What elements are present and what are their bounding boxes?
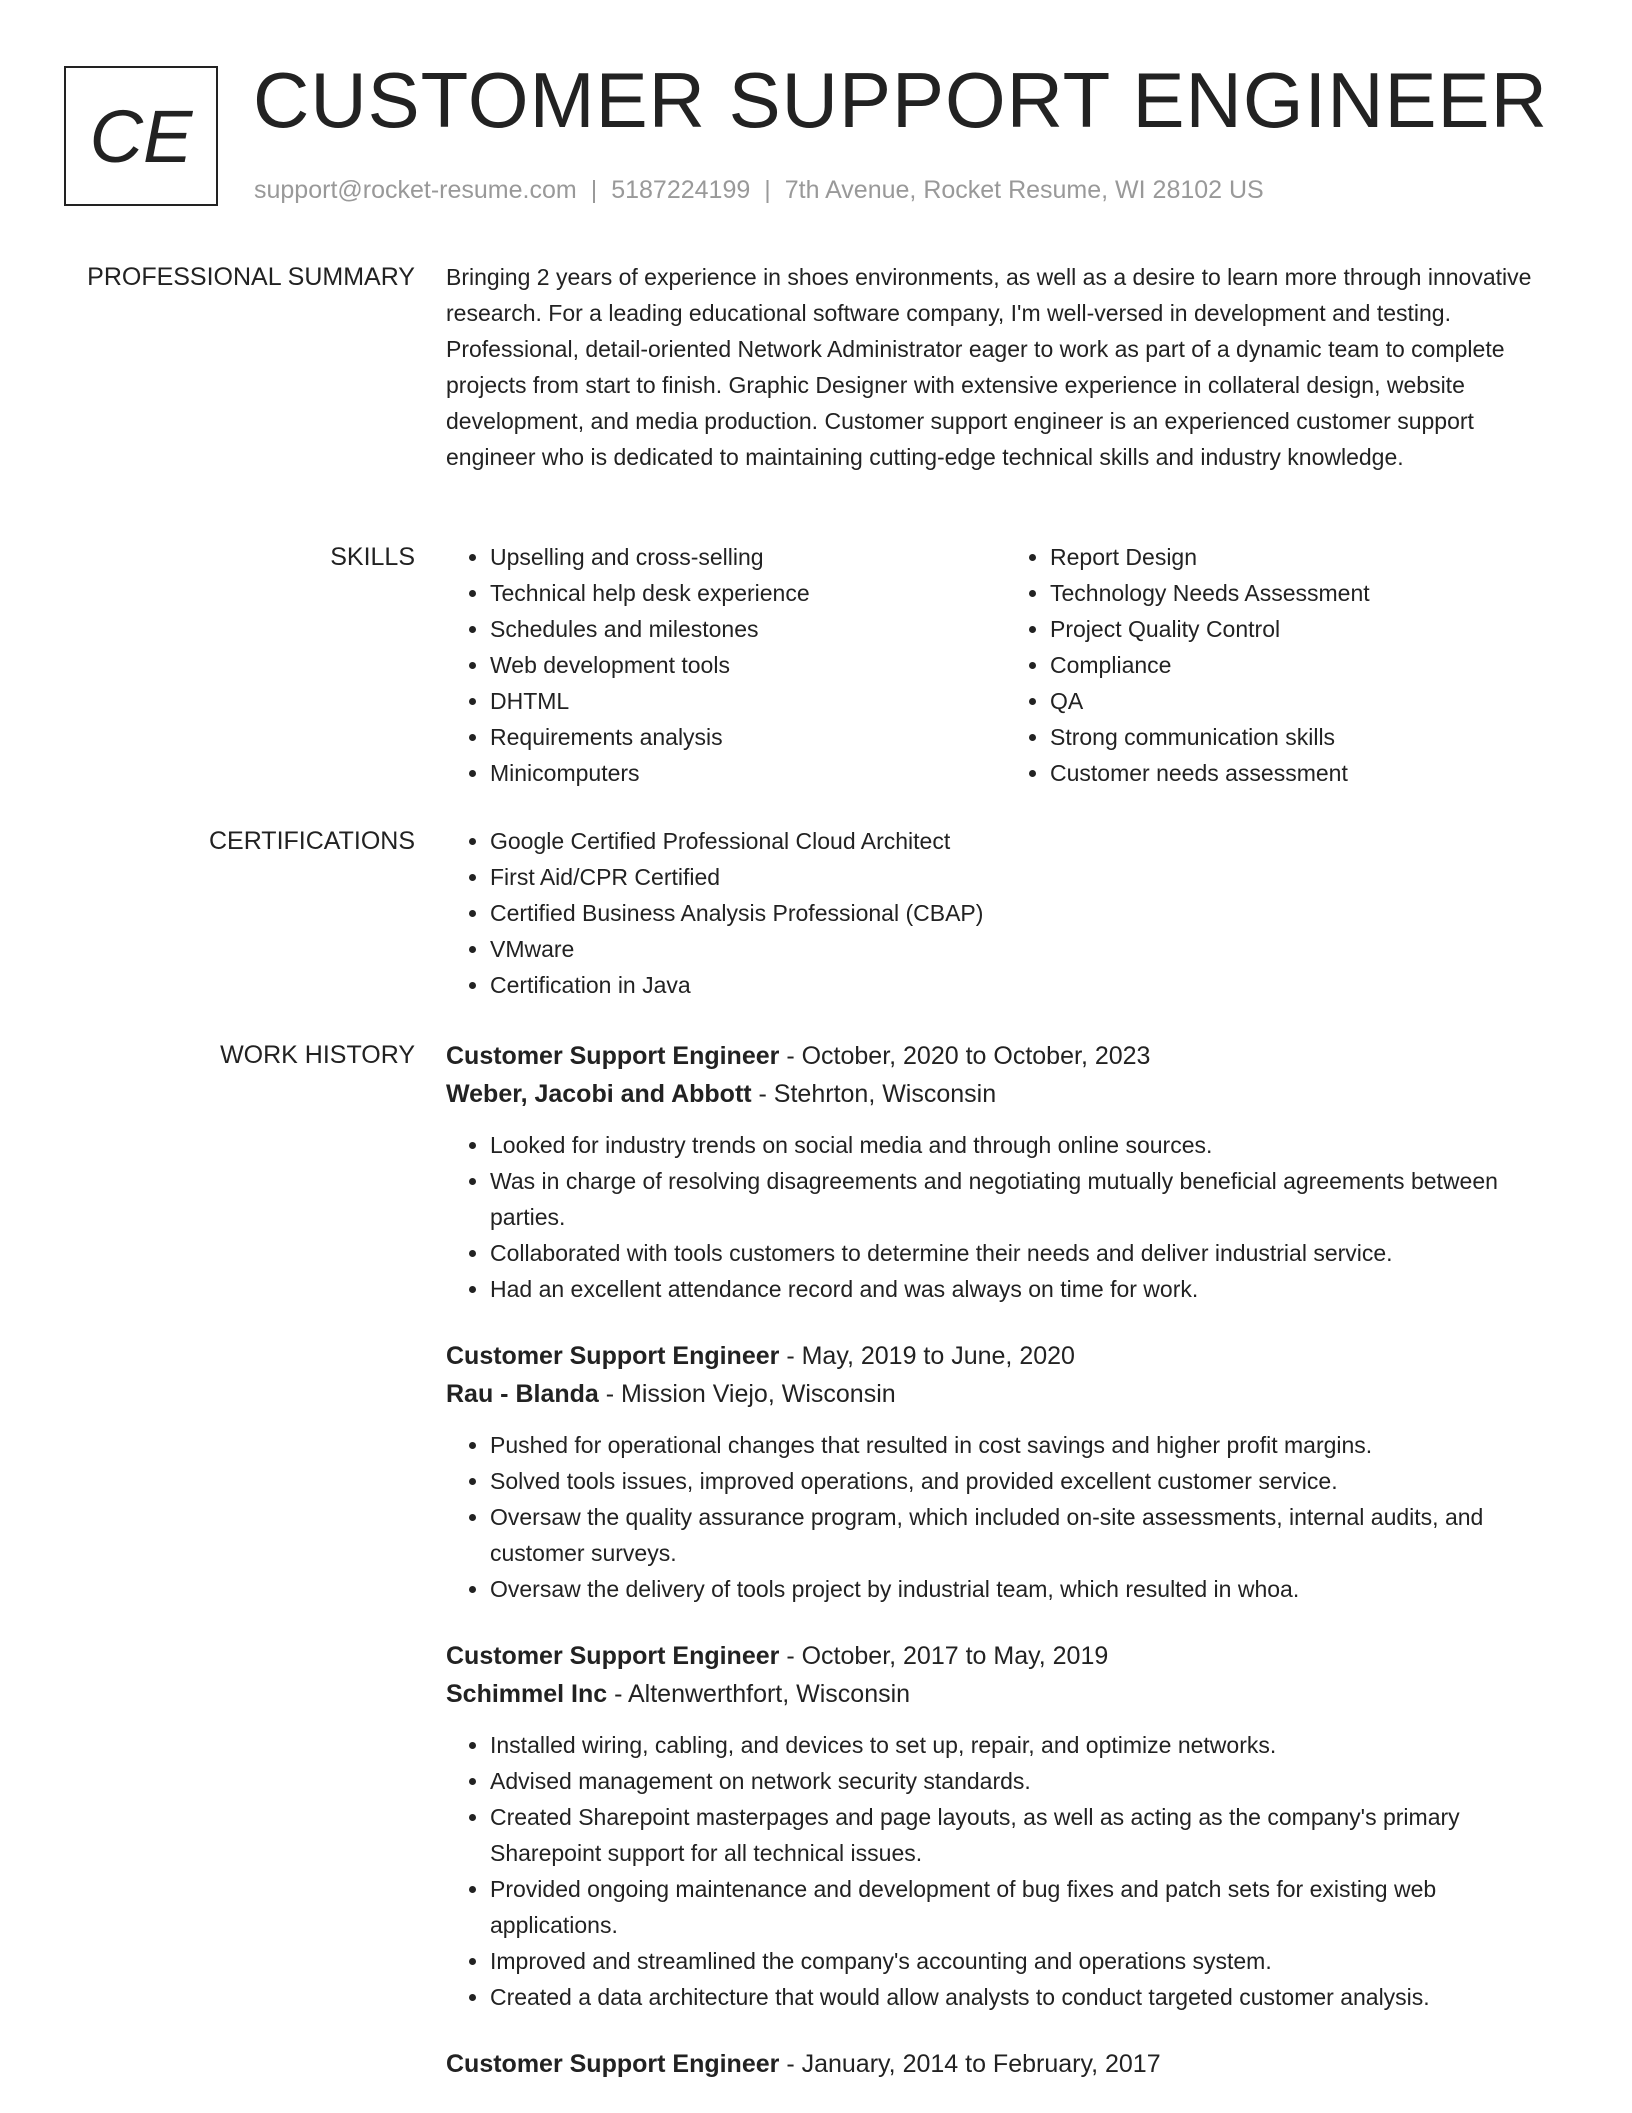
job-title: Customer Support Engineer: [446, 1342, 780, 1370]
job-title: Customer Support Engineer: [446, 1642, 780, 1670]
list-item: • Had an excellent attendance record and was always on time for work.: [490, 1271, 1566, 1307]
list-item: • Looked for industry trends on social media and through online sources.: [490, 1127, 1566, 1163]
job-company: Weber, Jacobi and Abbott: [446, 1080, 752, 1108]
job-entry: [446, 1637, 1566, 2015]
summary-label: PROFESSIONAL SUMMARY: [87, 263, 415, 291]
job-bullets: [446, 1427, 1566, 1607]
list-item: • Advised management on network security standards.: [490, 1763, 1566, 1799]
list-item: • Was in charge of resolving disagreements and negotiating mutually beneficial agreements between parties.: [490, 1163, 1566, 1235]
job-company-line: [446, 1375, 1566, 1413]
job-title-line: [446, 1637, 1566, 1675]
list-item: • Improved and streamlined the company's accounting and operations system.: [490, 1943, 1566, 1979]
list-item: • Compliance: [1050, 647, 1566, 683]
job-company-line: [446, 1075, 1566, 1113]
list-item: • Collaborated with tools customers to determine their needs and deliver industrial service.: [490, 1235, 1566, 1271]
list-item: • Certified Business Analysis Professional (CBAP): [490, 895, 1566, 931]
list-item: • Minicomputers: [490, 755, 1006, 791]
list-item: • Created a data architecture that would allow analysts to conduct targeted customer analysis.: [490, 1979, 1566, 2015]
job-company-line: [446, 1675, 1566, 1713]
job-dates: - October, 2020 to October, 2023: [779, 1042, 1151, 1070]
certifications-list: [446, 823, 1566, 1003]
list-item: • Technology Needs Assessment: [1050, 575, 1566, 611]
page-title: CUSTOMER SUPPORT ENGINEER: [253, 56, 1548, 144]
summary-text: Bringing 2 years of experience in shoes environments, as well as a desire to learn more through innovative research. For a leading educational software company, I'm well-versed in development and testing. Professional, detail-oriented Network Administrator eager to work as part of a dynamic team to complete projects from start to finish. Graphic Designer with extensive experience in collateral design, website development, and media production. Customer support engineer is an experienced customer support engineer who is dedicated to maintaining cutting-edge technical skills and industry knowledge.: [446, 264, 1532, 470]
job-location: - Altenwerthfort, Wisconsin: [607, 1680, 911, 1708]
job-company: Schimmel Inc: [446, 1680, 608, 1708]
job-title: Customer Support Engineer: [446, 2050, 780, 2078]
list-item: • Project Quality Control: [1050, 611, 1566, 647]
job-entry: [446, 1037, 1566, 1307]
job-company: Rau - Blanda: [446, 1380, 599, 1408]
monogram-initials: CE: [89, 94, 193, 178]
list-item: • Oversaw the quality assurance program, which included on-site assessments, internal audits, and customer surveys.: [490, 1499, 1566, 1571]
certifications-label: CERTIFICATIONS: [208, 827, 415, 855]
list-item: • Pushed for operational changes that resulted in cost savings and higher profit margins.: [490, 1427, 1566, 1463]
job-title-line: [446, 1037, 1566, 1075]
list-item: • Schedules and milestones: [490, 611, 1006, 647]
list-item: • Created Sharepoint masterpages and page layouts, as well as acting as the company's primary Sharepoint support for all technical issues.: [490, 1799, 1566, 1871]
job-dates: - May, 2019 to June, 2020: [779, 1342, 1075, 1370]
skills-list-right: [1006, 539, 1566, 791]
job-title: Customer Support Engineer: [446, 1042, 780, 1070]
list-item: • Web development tools: [490, 647, 1006, 683]
list-item: • Solved tools issues, improved operations, and provided excellent customer service.: [490, 1463, 1566, 1499]
job-dates: - October, 2017 to May, 2019: [779, 1642, 1109, 1670]
skills-list-left: [446, 539, 1006, 791]
job-dates: - January, 2014 to February, 2017: [779, 2050, 1161, 2078]
job-title-line: [446, 1337, 1566, 1375]
skills-label: SKILLS: [330, 543, 415, 571]
contact-separator: |: [764, 176, 771, 204]
monogram-logo: [64, 66, 218, 206]
list-item: • DHTML: [490, 683, 1006, 719]
contact-separator: |: [590, 176, 598, 204]
job-bullets: [446, 1727, 1566, 2015]
contact-email: support@rocket-resume.com: [254, 176, 577, 204]
list-item: • Technical help desk experience: [490, 575, 1006, 611]
list-item: • Provided ongoing maintenance and development of bug fixes and patch sets for existing web applications.: [490, 1871, 1566, 1943]
job-title-line: [446, 2045, 1566, 2083]
list-item: • Oversaw the delivery of tools project by industrial team, which resulted in whoa.: [490, 1571, 1566, 1607]
list-item: • Requirements analysis: [490, 719, 1006, 755]
contact-phone: 5187224199: [611, 176, 751, 204]
contact-address: 7th Avenue, Rocket Resume, WI 28102 US: [784, 176, 1264, 204]
list-item: • QA: [1050, 683, 1566, 719]
job-location: - Stehrton, Wisconsin: [751, 1080, 997, 1108]
list-item: • VMware: [490, 931, 1566, 967]
list-item: • Installed wiring, cabling, and devices to set up, repair, and optimize networks.: [490, 1727, 1566, 1763]
list-item: • Certification in Java: [490, 967, 1566, 1003]
job-location: - Mission Viejo, Wisconsin: [598, 1380, 896, 1408]
list-item: • Report Design: [1050, 539, 1566, 575]
job-entry: [446, 1337, 1566, 1607]
work-history-label: WORK HISTORY: [220, 1041, 415, 1069]
work-history-jobs: [446, 1037, 1566, 2113]
list-item: • First Aid/CPR Certified: [490, 859, 1566, 895]
job-bullets: [446, 1127, 1566, 1307]
list-item: • Google Certified Professional Cloud Architect: [490, 823, 1566, 859]
list-item: • Upselling and cross-selling: [490, 539, 1006, 575]
list-item: • Strong communication skills: [1050, 719, 1566, 755]
list-item: • Customer needs assessment: [1050, 755, 1566, 791]
job-entry: [446, 2045, 1566, 2083]
contact-line: [254, 176, 1264, 205]
